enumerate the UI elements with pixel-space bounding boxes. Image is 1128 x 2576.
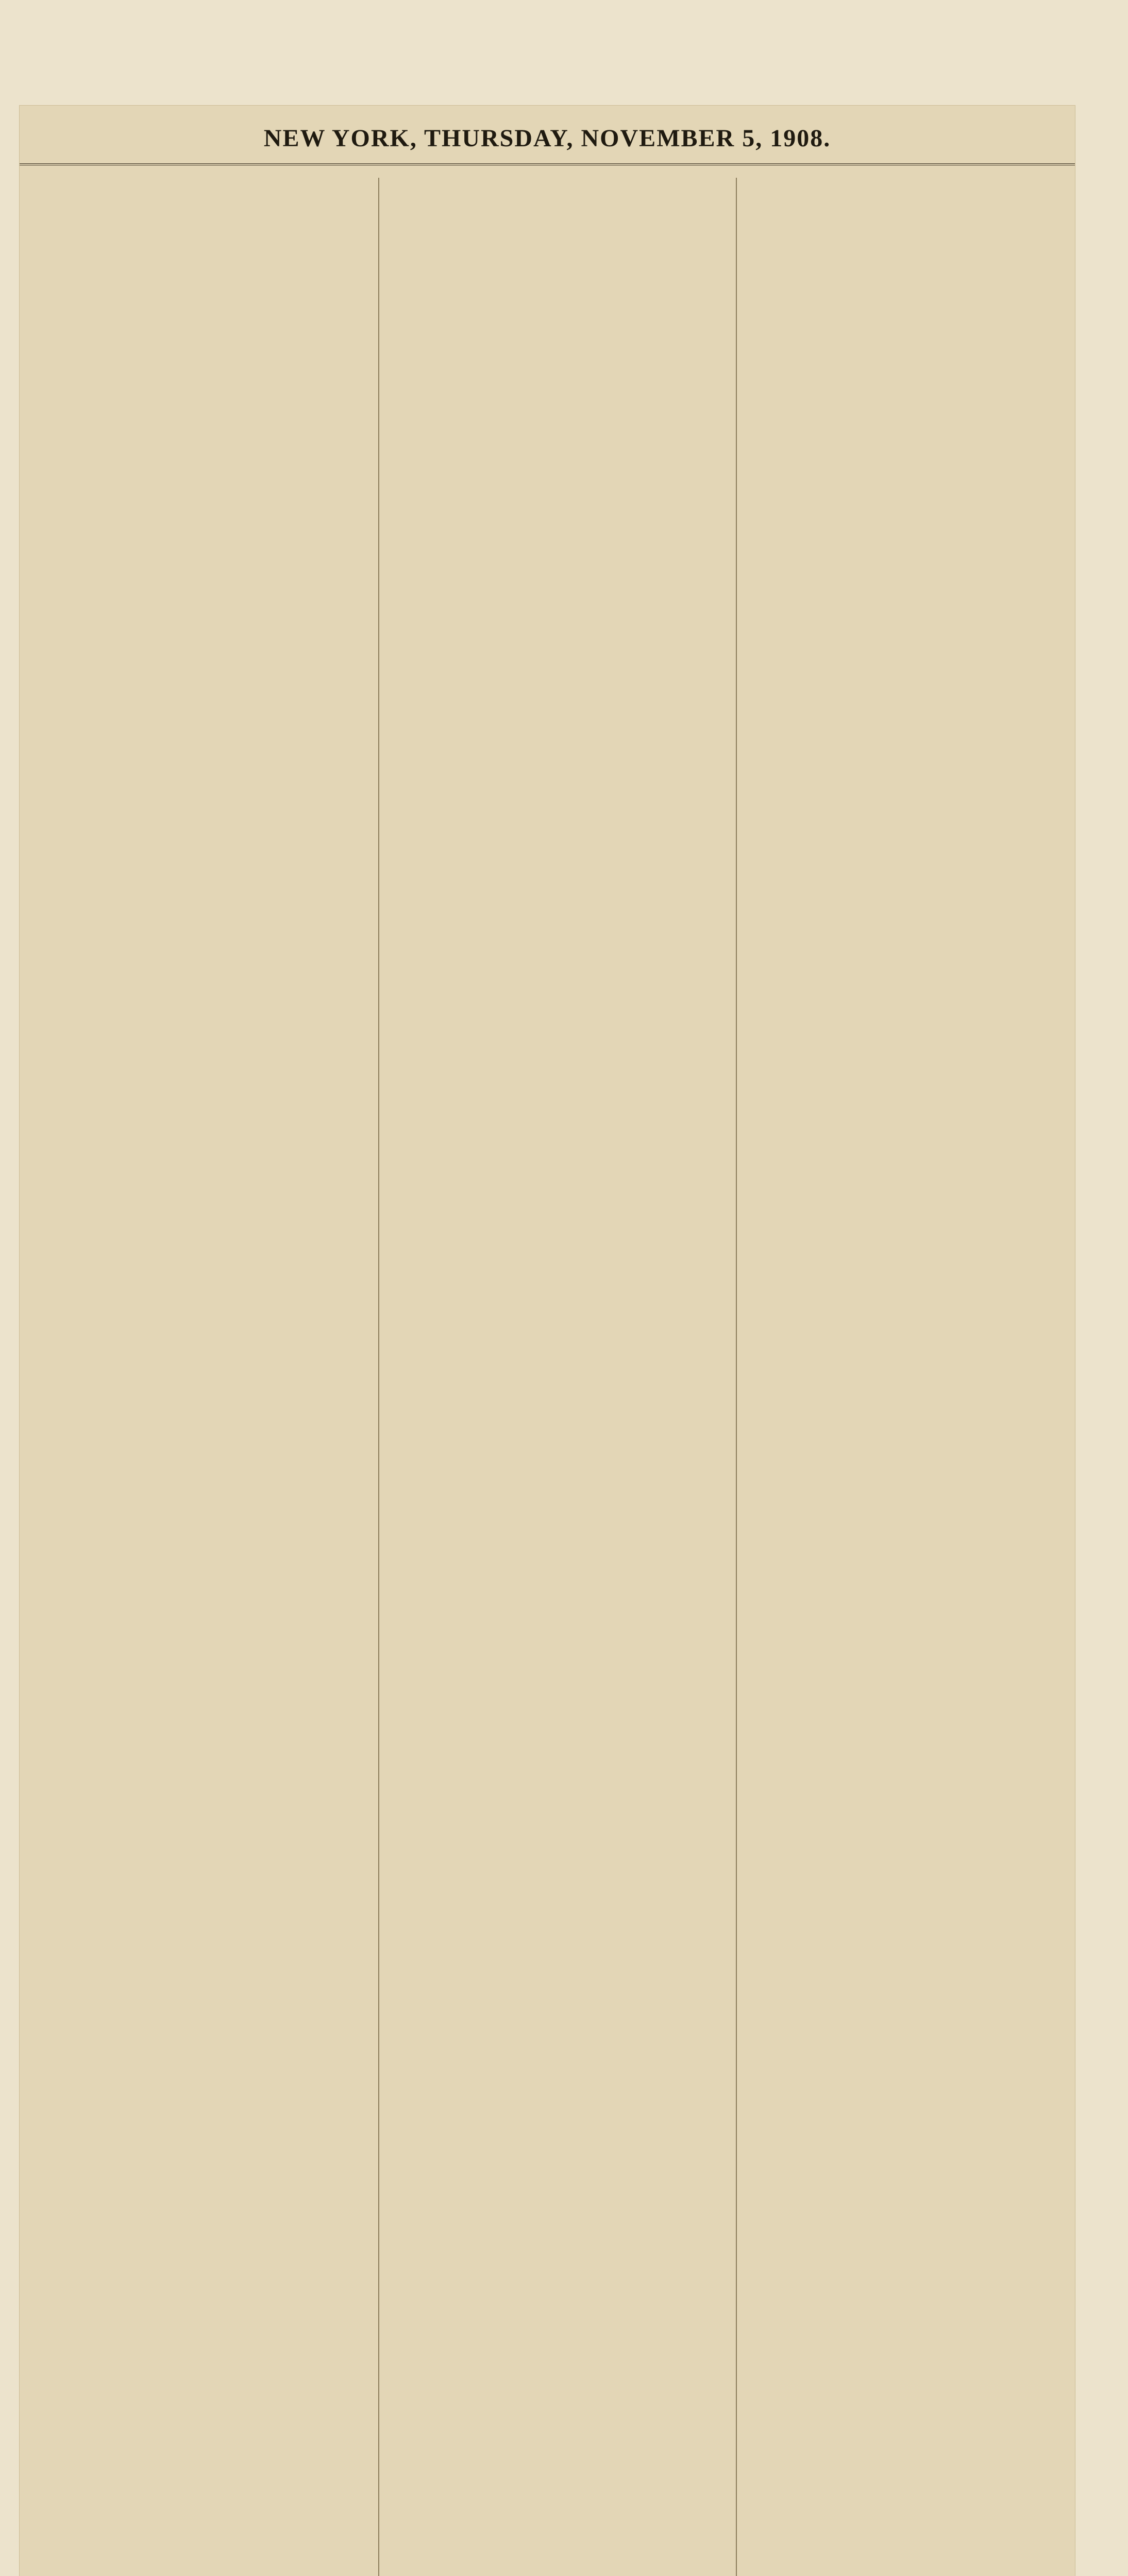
masthead [20,106,1075,165]
newspaper-clipping [20,106,1075,2576]
column-2 [390,178,725,2576]
column-rule [378,178,379,2576]
column-rule [736,178,737,2576]
column-3 [747,178,1082,2576]
masthead-title: NEW YORK, THURSDAY, NOVEMBER 5, 1908. [263,125,831,152]
column-1 [32,178,367,2576]
